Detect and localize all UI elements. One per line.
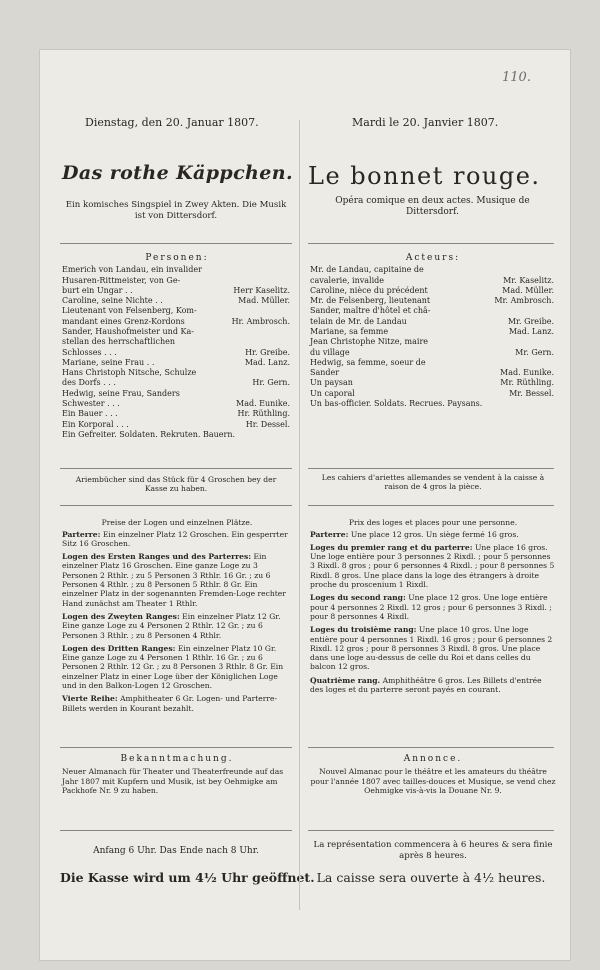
- cast-actor: [554, 306, 556, 316]
- cast-role: burt ein Ungar . .: [62, 285, 133, 295]
- cast-role: Caroline, nièce du précédent: [310, 285, 428, 295]
- price-text: Ein einzelner Platz 12 Groschen. Ein gesperrter Sitz 16 Groschen.: [62, 529, 288, 548]
- right-libretto: Les cahiers d'ariettes allemandes se vendent à la caisse à raison de 4 gros la pièce.: [321, 473, 545, 492]
- price-entry: [310, 593, 556, 621]
- right-subtitle: Opéra comique en deux actes. Musique de Dittersdorf.: [335, 196, 530, 217]
- cast-role: telain de Mr. de Landau: [310, 316, 407, 326]
- price-entry: [310, 676, 556, 695]
- cast-role: Mariane, seine Frau . .: [62, 357, 155, 367]
- cast-role: Mr. de Landau, capitaine de: [310, 265, 424, 275]
- cast-actor: Mr. Kaselitz.: [503, 275, 554, 285]
- left-libretto: Ariembücher sind das Stück für 4 Groschen bey der Kasse zu haben.: [75, 475, 277, 494]
- cast-actor: Hr. Dessel.: [245, 419, 290, 429]
- price-text: Ein einzelner Platz 12 Gr. Eine ganze Loge zu 4 Personen 2 Rthlr. 12 Gr. ; zu 6 Personen 3 Rthlr. ; zu 8 Personen 4 Rthlr.: [62, 611, 281, 640]
- playbill-sheet: [40, 50, 570, 960]
- cast-row: [62, 296, 292, 306]
- right-prices-block: [310, 518, 556, 698]
- cast-row: [62, 348, 292, 358]
- cast-row: [310, 296, 556, 306]
- right-prices-list: [310, 530, 556, 695]
- cast-role: stellan des herrschaftlichen: [62, 337, 175, 347]
- cast-row: [310, 276, 556, 286]
- cast-row: [310, 265, 556, 275]
- price-label: Logen des Zweyten Ranges:: [62, 611, 180, 621]
- cast-actor: Hr. Gern.: [252, 378, 290, 388]
- cast-actor: Mad. Müller.: [238, 296, 290, 306]
- cast-actor: Hr. Ambrosch.: [231, 316, 290, 326]
- cast-role: Ein Korporal . . .: [62, 419, 129, 429]
- right-rule-3: [308, 505, 554, 506]
- cast-actor: [290, 368, 292, 378]
- cast-actor: Mad. Lanz.: [244, 357, 290, 367]
- cast-role: Caroline, seine Nichte . .: [62, 296, 163, 306]
- right-cast-block: [310, 253, 556, 409]
- cast-actor: [290, 265, 292, 275]
- left-rule-4: [60, 747, 292, 748]
- cast-role: du village: [310, 347, 350, 357]
- cast-row: [62, 399, 292, 409]
- cast-row: [62, 358, 292, 368]
- right-date: Mardi le 20. Janvier 1807.: [352, 116, 499, 129]
- right-prices-heading: Prix des loges et places pour une personne.: [348, 518, 518, 527]
- right-kasse: La caisse sera ouverte à 4½ heures.: [316, 870, 546, 885]
- cast-actor: [554, 337, 556, 347]
- cast-role: des Dorfs . . .: [62, 378, 116, 388]
- right-times: La représentation commencera à 6 heures & sera finie après 8 heures.: [313, 840, 553, 861]
- cast-role: Hans Christoph Nitsche, Schulze: [62, 368, 197, 378]
- right-rule-1: [308, 243, 554, 244]
- price-entry: [62, 612, 292, 640]
- cast-row: [62, 430, 292, 440]
- cast-role: Lieutenant von Felsenberg, Kom-: [62, 306, 197, 316]
- cast-role: Schlosses . . .: [62, 347, 117, 357]
- cast-role: Hedwig, seine Frau, Sanders: [62, 388, 180, 398]
- cast-actor: Herr Kaselitz.: [233, 285, 290, 295]
- cast-actor: Hr. Greibe.: [245, 347, 290, 357]
- cast-role: Jean Christophe Nitze, maire: [310, 337, 429, 347]
- left-cast-block: [62, 253, 292, 440]
- vertical-divider: [299, 120, 300, 910]
- left-rule-1: [60, 243, 292, 244]
- left-prices-list: [62, 530, 292, 713]
- left-cast-heading: Personen:: [145, 253, 209, 263]
- price-text: Amphithéâtre 6 gros. Les Billets d'entrée des loges et du parterre seront payés en courant.: [310, 675, 542, 695]
- cast-actor: Mr. Bessel.: [509, 388, 554, 398]
- price-label: Loges du troisième rang:: [310, 625, 417, 635]
- cast-actor: Mr. Greibe.: [507, 316, 554, 326]
- cast-row: [62, 337, 292, 347]
- left-prices-block: [62, 518, 292, 717]
- cast-row: [310, 306, 556, 316]
- cast-actor: Mr. Rüthling.: [500, 378, 554, 388]
- archive-number: 110.: [502, 70, 531, 85]
- price-label: Parterre:: [310, 529, 349, 539]
- cast-role: Sander, Haushofmeister und Ka-: [62, 326, 194, 336]
- left-cast-list: [62, 265, 292, 440]
- cast-row: [310, 348, 556, 358]
- right-title: Le bonnet rouge.: [308, 162, 541, 190]
- cast-actor: Mad. Eunike.: [236, 399, 290, 409]
- cast-row: [62, 378, 292, 388]
- right-rule-5: [308, 830, 554, 831]
- right-notice-heading: Annonce.: [403, 754, 463, 764]
- left-notice-heading: Bekanntmachung.: [120, 754, 234, 764]
- left-date: Dienstag, den 20. Januar 1807.: [85, 116, 259, 129]
- left-rule-2: [60, 468, 292, 469]
- cast-row: [310, 378, 556, 388]
- right-rule-2: [308, 468, 554, 469]
- price-text: Une place 12 gros. Un siège fermé 16 gros.: [350, 529, 519, 539]
- price-label: Loges du premier rang et du parterre:: [310, 542, 473, 552]
- cast-role: Un bas-officier. Soldats. Recrues. Paysans.: [310, 399, 483, 409]
- cast-actor: Mad. Eunike.: [500, 368, 554, 378]
- left-kasse: Die Kasse wird um 4½ Uhr geöffnet.: [60, 870, 315, 885]
- cast-row: [62, 409, 292, 419]
- price-label: Logen des Dritten Ranges:: [62, 643, 176, 653]
- cast-role: Ein Bauer . . .: [62, 409, 118, 419]
- cast-role: Schwester . . .: [62, 399, 120, 409]
- cast-role: Hedwig, sa femme, soeur de: [310, 357, 426, 367]
- cast-row: [310, 368, 556, 378]
- left-rule-5: [60, 830, 292, 831]
- cast-row: [310, 286, 556, 296]
- cast-role: Emerich von Landau, ein invalider: [62, 265, 202, 275]
- left-prices-heading: Preise der Logen und einzelnen Plätze.: [101, 518, 253, 527]
- cast-actor: [554, 265, 556, 275]
- cast-actor: Mr. Gern.: [515, 347, 554, 357]
- cast-actor: Hr. Rüthling.: [237, 409, 290, 419]
- cast-role: Un caporal: [310, 388, 355, 398]
- cast-row: [310, 399, 556, 409]
- cast-role: Sander: [310, 368, 340, 378]
- cast-actor: [290, 306, 292, 316]
- cast-row: [62, 306, 292, 316]
- cast-role: mandant eines Grenz-Kordons: [62, 316, 185, 326]
- price-label: Parterre:: [62, 529, 101, 539]
- cast-role: Ein Gefreiter. Soldaten. Rekruten. Bauern.: [62, 429, 236, 439]
- cast-actor: Mad. Müller.: [502, 285, 554, 295]
- price-label: Loges du second rang:: [310, 593, 406, 603]
- cast-role: Husaren-Rittmeister, von Ge-: [62, 275, 181, 285]
- right-rule-4: [308, 747, 554, 748]
- cast-row: [310, 317, 556, 327]
- price-entry: [62, 530, 292, 549]
- price-label: Logen des Ersten Ranges und des Parterres:: [62, 552, 252, 562]
- cast-actor: [290, 430, 292, 440]
- price-entry: [310, 543, 556, 589]
- cast-actor: [290, 389, 292, 399]
- left-subtitle: Ein komisches Singspiel in Zwey Akten. Die Musik ist von Dittersdorf.: [65, 200, 287, 221]
- left-rule-3: [60, 505, 292, 506]
- cast-row: [62, 286, 292, 296]
- price-entry: [310, 530, 556, 539]
- cast-role: Un paysan: [310, 378, 353, 388]
- cast-row: [62, 420, 292, 430]
- right-notice-block: [310, 754, 556, 795]
- cast-role: Sander, maître d'hôtel et châ-: [310, 306, 431, 316]
- cast-row: [310, 358, 556, 368]
- cast-row: [62, 368, 292, 378]
- cast-role: Mr. de Felsenberg, lieutenant: [310, 296, 431, 306]
- cast-actor: [290, 337, 292, 347]
- price-text: Amphitheater 6 Gr. Logen- und Parterre-Billets werden in Kourant bezahlt.: [62, 694, 278, 713]
- cast-role: Mariane, sa femme: [310, 326, 389, 336]
- left-times: Anfang 6 Uhr. Das Ende nach 8 Uhr.: [93, 846, 259, 856]
- price-entry: [62, 552, 292, 608]
- cast-row: [62, 317, 292, 327]
- price-entry: [310, 625, 556, 671]
- price-entry: [62, 644, 292, 690]
- cast-actor: Mr. Ambrosch.: [494, 296, 554, 306]
- left-title: Das rothe Käppchen.: [62, 162, 293, 184]
- price-label: Vierte Reihe:: [62, 694, 118, 704]
- price-text: Une place 10 gros. Une loge entière pour 4 personnes 1 Rixdl. 16 gros ; pour 6 personnes 2 Rixdl. 12 gros ; pour 8 personnes 3 Rixdl. 8 gros. Une place dans une loge au-dessus de celle du Roi et dans celles du balcon 12 gros.: [310, 625, 553, 672]
- right-cast-list: [310, 265, 556, 409]
- cast-actor: [290, 276, 292, 286]
- right-cast-heading: Acteurs:: [405, 253, 461, 263]
- cast-role: cavalerie, invalide: [310, 275, 385, 285]
- cast-row: [310, 389, 556, 399]
- cast-actor: Mad. Lanz.: [508, 326, 554, 336]
- cast-row: [62, 276, 292, 286]
- right-notice-text: Nouvel Almanac pour le théâtre et les amateurs du théâtre pour l'année 1807 avec tailles-douces et Musique, se vend chez Oehmigke vis-à-vis la Douane Nr. 9.: [310, 767, 556, 795]
- price-text: Une place 16 gros. Une loge entière pour 3 personnes 2 Rixdl. ; pour 5 personnes 3 Rixdl. 8 gros ; pour 6 personnes 4 Rixdl. ; pour 8 personnes 5 Rixdl. 8 gros. Une place dans la loge des étrangers à droite proche du proscenium 1 Rixdl.: [310, 542, 555, 590]
- cast-actor: [290, 327, 292, 337]
- left-notice-block: [62, 754, 292, 795]
- price-entry: [62, 694, 292, 713]
- cast-row: [62, 389, 292, 399]
- price-text: Une place 12 gros. Une loge entière pour 4 personnes 2 Rixdl. 12 gros ; pour 6 personnes 3 Rixdl. ; pour 8 personnes 4 Rixdl.: [310, 593, 552, 621]
- cast-row: [62, 265, 292, 275]
- cast-actor: [554, 399, 556, 409]
- price-text: Ein einzelner Platz 16 Groschen. Eine ganze Loge zu 3 Personen 2 Rthlr. ; zu 5 Personen 3 Rthlr. 16 Gr. ; zu 6 Personen 4 Rthlr. ; zu 8 Personen 5 Rthlr. 8 Gr. Ein einzelner Platz in der sogenannten Fremden-Loge rechter Hand zunächst am Theater 1 Rthlr.: [62, 552, 286, 608]
- cast-row: [310, 327, 556, 337]
- left-notice-text: Neuer Almanach für Theater und Theaterfreunde auf das Jahr 1807 mit Kupfern und Musik, ist bey Oehmigke am Packhofe Nr. 9 zu haben.: [62, 767, 284, 795]
- cast-actor: [554, 358, 556, 368]
- price-label: Quatrième rang.: [310, 675, 381, 685]
- cast-row: [310, 337, 556, 347]
- price-text: Ein einzelner Platz 10 Gr. Eine ganze Loge zu 4 Personen 1 Rthlr. 16 Gr. ; zu 6 Personen 2 Rthlr. 12 Gr. ; zu 8 Personen 3 Rthlr. 8 Gr. Ein einzelner Platz in einer Loge über der Königlichen Loge und in den Balkon-Logen 12 Groschen.: [62, 643, 284, 691]
- cast-row: [62, 327, 292, 337]
